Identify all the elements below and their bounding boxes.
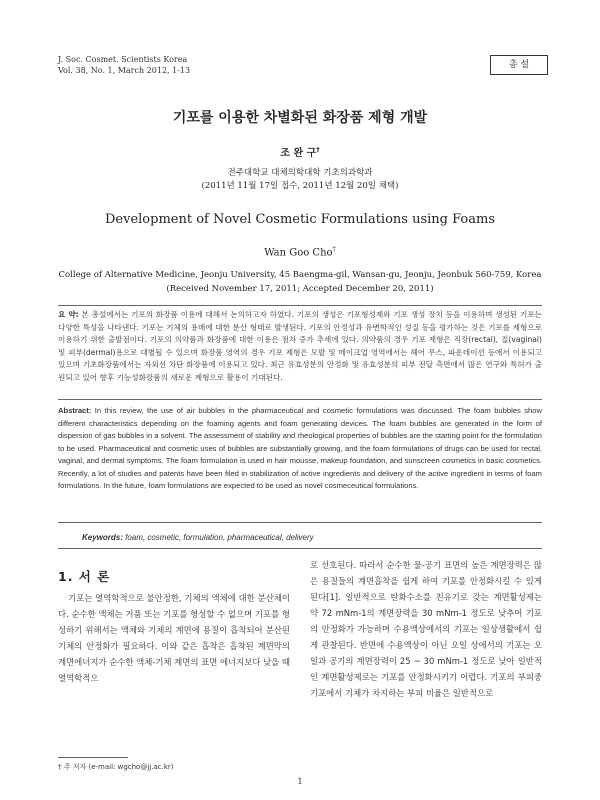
english-title: Development of Novel Cosmetic Formulations using Foams: [104, 212, 496, 227]
body-text-left-column: 기포는 열역학적으로 불안정한, 기체의 액체에 대한 분산체이다. 순수한 액체는 거품 또는 기포를 형성할 수 없으며 기포를 형성하기 위해서는 액체와 기체의 계면에 용질이 흡착되어 분산된 기체의 안정화가 필요하다. 이와 같은 흡착은 흡착된 계면막의 계면에너지가 순수한 액체-기체 계면의 표면 에너지보다 낮을 때 열역학적으: [58, 593, 291, 683]
english-dates: (Received November 17, 2011; Accepted December 20, 2011): [166, 284, 434, 294]
journal-volume: Vol. 38, No. 1, March 2012, 1-13: [58, 66, 191, 75]
page-number: 1: [297, 777, 303, 786]
journal-name: J. Soc. Cosmet. Scientists Korea: [58, 55, 188, 64]
body-text-right-column: 로 선호된다. 따라서 순수한 물-공기 표면의 높은 계면장력은 많은 용질들의 계면흡착을 쉽게 하여 기포를 안정화시킬 수 있게 된다[1]. 일반적으로 탄화수소를 친유기로 갖는 계면활성제는 약 72 mNm-1의 계면장력을 30 mNm-1 정도로 낮추어 기포의 안정화가 가능하며 수용액상에서의 기포는 일상생활에서 쉽게 관찰된다. 반면에 수용액상이 아닌 오일 상에서의 기포는 오일과 공기의 계면장력이 25 ~ 30 mNm-1 정도로 낮아 일반적인 계면활성제로는 기포를 안정화시키기 어렵다. 기포의 부피중 기포에서 기체가 차지하는 부피 비율은 일반적으로: [310, 560, 542, 698]
english-author: [0, 245, 600, 258]
journal-citation: [58, 54, 190, 76]
corresponding-mark-en: †: [332, 245, 336, 253]
korean-abstract: [58, 309, 542, 384]
keywords-rule: [58, 522, 542, 523]
article-type-badge: 총 설: [490, 55, 548, 75]
corresponding-author-footnote: † 주 저자 (e-mail: wgcho@jj.ac.kr): [58, 763, 174, 771]
keywords: [82, 533, 314, 542]
footnote-rule: [58, 757, 128, 758]
abstract-top-rule: [58, 305, 542, 306]
korean-dates: (2011년 11월 17일 접수, 2011년 12월 20일 채택): [201, 181, 399, 191]
korean-affiliation-block: [0, 167, 600, 193]
english-affiliation-block: [40, 268, 560, 296]
korean-title: 기포를 이용한 차별화된 화장품 제형 개발: [172, 110, 428, 126]
keywords-bottom-rule: [58, 548, 542, 549]
author-name-ko: 조 완 구: [280, 148, 317, 159]
english-abstract: [58, 405, 542, 493]
english-affiliation: College of Alternative Medicine, Jeonju University, 45 Baengma-gil, Wansan-gu, Jeonju, Jeonbuk 560-759, Korea: [58, 270, 542, 280]
keywords-text: foam, cosmetic, formulation, pharmaceutical, delivery: [122, 533, 314, 542]
section-heading-introduction: 1. 서 론: [58, 569, 111, 584]
korean-abstract-text: 본 총설에서는 기포의 화장품 이용에 대해서 논의하고자 하였다. 기포의 생성은 기포형성제와 기포 생성 장치 등을 이용하며 생성된 기포는 다양한 특성을 나타낸다. 기포는 기체의 용매에 대한 분산 형태로 발생된다. 기포의 안정성과 유변학적인 성질 등을 평가하는 것은 기포를 제형으로 이용하기 위한 출발점이다. 기포의 의약품과 화장품에 대한 이용은 점차 증가 추세에 있다. 의약품의 경우 기포 제형은 직장(rectal), 질(vaginal) 및 피부(dermal)용으로 대별될 수 있으며 화장품 영역의 경우 기포 제형은 모발 및 메이크업 영역에서는 헤어 무스, 파운데이션 등에서 이용되고 있으며 기초화장품에서는 자외선 차단 화장품에 이용되고 있다. 최근 유효성분의 안정화 및 유효성분의 피부 전달 측면에서 많은 연구와 특허가 출원되고 있어 향후 기능성화장품의 새로운 제형으로 활용이 기대된다.: [58, 310, 542, 382]
korean-abstract-label: 요 약:: [58, 310, 79, 319]
korean-author: [0, 144, 600, 159]
english-abstract-label: Abstract:: [58, 406, 92, 415]
abstract-divider-rule: [58, 399, 542, 400]
english-abstract-text: In this review, the use of air bubbles in the pharmaceutical and cosmetic formulations was discussed. The foam bubbles show different characteristics depending on the foaming agents and foam generating devices. The foam bubbles are generated in the form of dispersion of gas bubbles in a solvent. The assessment of stability and rheological properties of bubbles are the starting point for the formulation to be used. Pharmaceutical and cosmetic uses of bubbles are substantially growing, and the foam formulations of drugs can be used for rectal, vaginal, and dermal symptoms. The foam formulation is used in hair mousse, makeup foundation, and sunscreen cosmetics in basic cosmetics. Recently, a lot of studies and patents have been filed in stabilization of active ingredients and delivery of the active ingredient in terms of foam formulations. In the future, foam formulations are expected to be used as novel cosmeceutical formulations.: [58, 406, 542, 490]
korean-affiliation: 전주대학교 대체의학대학 기초의과학과: [227, 168, 373, 178]
corresponding-mark: †: [316, 145, 320, 154]
author-name-en: Wan Goo Cho: [264, 247, 333, 259]
keywords-label: Keywords:: [82, 533, 123, 542]
